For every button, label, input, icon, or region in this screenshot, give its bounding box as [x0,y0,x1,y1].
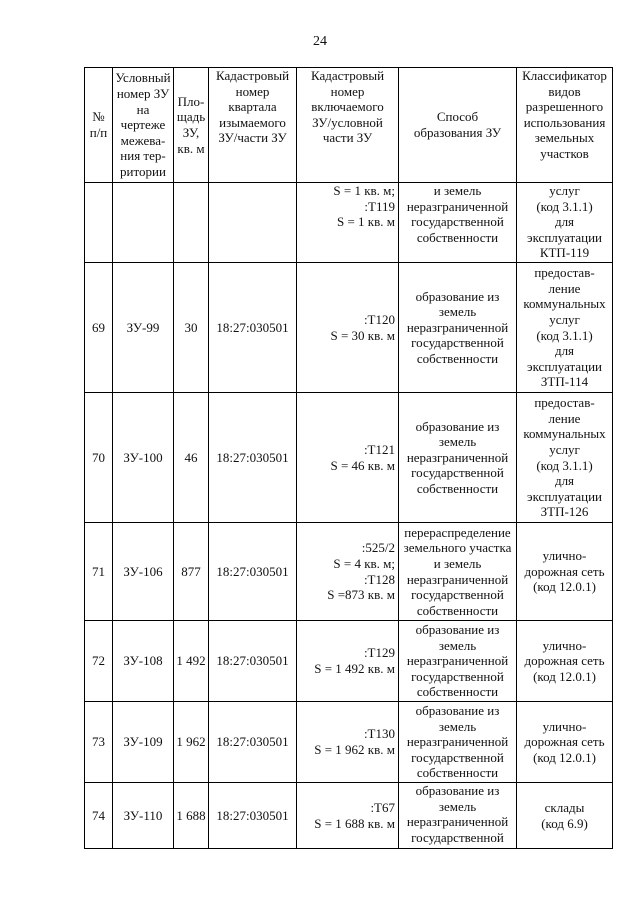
cell-num: 73 [85,702,113,783]
cell-cadastral-block: 18:27:030501 [209,621,297,702]
cell-cadastral-included: :Т129 S = 1 492 кв. м [297,621,399,702]
table-header-row [85,68,613,183]
cell-area: 1 492 [174,621,209,702]
cell-formation-method: образование из земель неразграниченной государственной собственности [399,621,517,702]
cell-area: 1 688 [174,783,209,849]
cell-num: 72 [85,621,113,702]
cell-cadastral-block: 18:27:030501 [209,523,297,621]
cell-area: 1 962 [174,702,209,783]
table-row [85,702,613,783]
table-row [85,263,613,393]
header-formation-method: Способ образования ЗУ [399,68,517,183]
table-row [85,621,613,702]
cell-conditional-number: ЗУ-110 [113,783,174,849]
cell-formation-method: образование из земель неразграниченной государственной собственности [399,263,517,393]
header-area: Пло- щадь ЗУ, кв. м [174,68,209,183]
cell-cadastral-block: 18:27:030501 [209,393,297,523]
cell-cadastral-block: 18:27:030501 [209,702,297,783]
table-row [85,523,613,621]
cell-use-classifier: предостав- ление коммунальных услуг (код 3.1.1) для эксплуатации ЗТП-114 [517,263,613,393]
cell-conditional-number: ЗУ-106 [113,523,174,621]
page-number: 24 [313,34,327,49]
cell-area [174,183,209,263]
land-plots-table [84,67,613,849]
header-use-classifier: Классификатор видов разрешенного использования земельных участков [517,68,613,183]
table-row [85,783,613,849]
cell-num: 69 [85,263,113,393]
cell-cadastral-included: :Т121 S = 46 кв. м [297,393,399,523]
cell-use-classifier: улично- дорожная сеть (код 12.0.1) [517,702,613,783]
cell-cadastral-included: :Т130 S = 1 962 кв. м [297,702,399,783]
cell-use-classifier: улично- дорожная сеть (код 12.0.1) [517,621,613,702]
cell-formation-method: перераспределение земельного участка и земель неразграниченной государственной собственности [399,523,517,621]
cell-area: 877 [174,523,209,621]
cell-conditional-number: ЗУ-109 [113,702,174,783]
cell-conditional-number: ЗУ-99 [113,263,174,393]
cell-formation-method: и земель неразграниченной государственной собственности [399,183,517,263]
cell-conditional-number [113,183,174,263]
cell-num [85,183,113,263]
header-cadastral-block: Кадастровый номер квартала изымаемого ЗУ/части ЗУ [209,68,297,183]
cell-conditional-number: ЗУ-100 [113,393,174,523]
header-conditional-number: Условный номер ЗУ на чертеже межева- ния тер- ритории [113,68,174,183]
header-num: № п/п [85,68,113,183]
cell-cadastral-block [209,183,297,263]
cell-cadastral-block: 18:27:030501 [209,263,297,393]
cell-formation-method: образование из земель неразграниченной государственной собственности [399,393,517,523]
cell-cadastral-included: S = 1 кв. м; :Т119 S = 1 кв. м [297,183,399,263]
table-row [85,183,613,263]
cell-cadastral-included: :Т120 S = 30 кв. м [297,263,399,393]
cell-use-classifier: улично- дорожная сеть (код 12.0.1) [517,523,613,621]
cell-formation-method: образование из земель неразграниченной государственной собственности [399,702,517,783]
cell-use-classifier: склады (код 6.9) [517,783,613,849]
cell-use-classifier: услуг (код 3.1.1) для эксплуатации КТП-119 [517,183,613,263]
cell-cadastral-included: :525/2 S = 4 кв. м; :Т128 S =873 кв. м [297,523,399,621]
header-cadastral-included: Кадастровый номер включаемого ЗУ/условной части ЗУ [297,68,399,183]
cell-conditional-number: ЗУ-108 [113,621,174,702]
cell-formation-method: образование из земель неразграниченной государственной [399,783,517,849]
cell-area: 30 [174,263,209,393]
table-row [85,393,613,523]
cell-num: 70 [85,393,113,523]
cell-num: 71 [85,523,113,621]
cell-num: 74 [85,783,113,849]
cell-use-classifier: предостав- ление коммунальных услуг (код 3.1.1) для эксплуатации ЗТП-126 [517,393,613,523]
cell-cadastral-block: 18:27:030501 [209,783,297,849]
cell-area: 46 [174,393,209,523]
cell-cadastral-included: :Т67 S = 1 688 кв. м [297,783,399,849]
